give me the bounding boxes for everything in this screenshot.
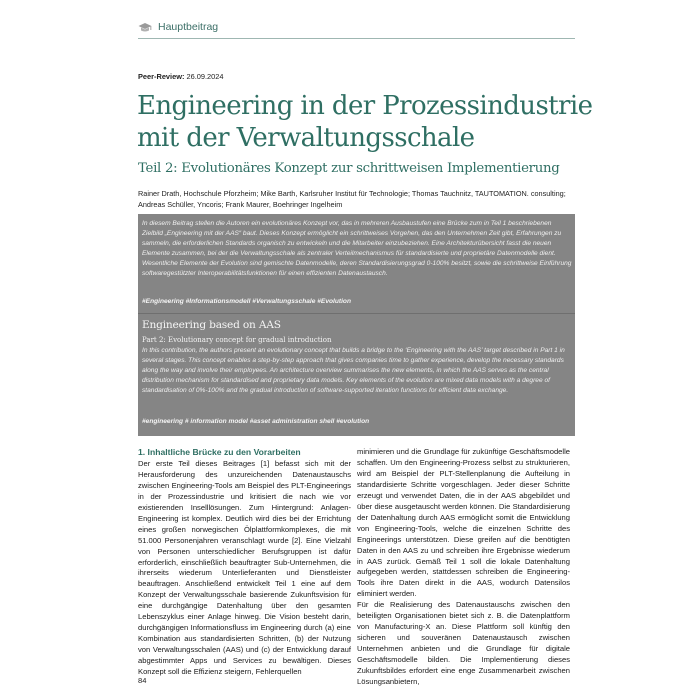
body-paragraph: Der erste Teil dieses Beitrages [1] befasst sich mit der Herausforderung des unzureichenden Datenaustauschs zwischen Engineering-Tools am Beispiel des PLT-Engineerings in der Prozessindustrie und kritisiert die nach wie vor existierenden Inselllösungen. Zum Hintergrund: Anlagen-Engineering ist komplex. Deutlich wird dies bei der Errichtung eines großen norwegischen Ölplattformkomplexes, die mit 51.000 Personenjahren veranschlagt wurde [2]. Eine Vielzahl von Personen unterschiedlicher Berufsgruppen ist dafür erforderlich, einschließlich beauftragter Sub-Unternehmen, die ihrerseits wiederum Unterlieferanten und Dienstleister beauftragen. Anschließend entwickelt Teil 1 eine auf dem Konzept der Verwaltungsschale basierende Zukunftsvision für eine durchgängige Datenhaltung über den gesamten Lebenszyklus einer Anlage hinweg. Die Vision besteht darin, durchgängigen Informationsfluss im Engineering durch (a) eine Kombination aus standardisierten Schritten, (b) der Nutzung von Verwaltungsschalen (AAS) und (c) der Entwicklung darauf abgestimmter Apps und Services zu bewältigen. Dieses Konzept soll die Effizienz steigern, Fehlerquellen xyxy=(138,458,351,677)
article-title xyxy=(137,90,593,154)
abstract-english: In this contribution, the authors present an evolutionary concept that builds a bridge to the ‘Engineering with the AAS’ target described in Part 1 in several stages. This concept enables a step-by-step approach that gives companies time to gather experience, develop the necessary standards along the way and involve their employees. An architecture overview summarises the new elements, in which the AAS serves as the central distribution mechanism for standardised and proprietary data models. Key elements of the evolution are mixed data models with a degree of standardisation of 0%-100% and the gradual introduction of software-supported iteration functions for efficient data exchange. xyxy=(142,347,565,395)
keywords-english: #engineering # information model #asset administration shell #evolution xyxy=(142,418,370,425)
body-paragraph: Für die Realisierung des Datenaustauschs zwischen den beteiligten Organisationen bietet sich z. B. die Datenplattform von Manufacturing-X an. Diese Plattform soll künftig den sicheren und souveränen Datenaustausch zwischen Unternehmen anbieten und die Grundlage für digitale Geschäftsmodelle bilden. Die Implementierung dieses Zukunftsbildes erfordert eine enge Zusammenarbeit zwischen Lösungsanbietern, xyxy=(357,600,570,687)
page-number: 84 xyxy=(138,676,147,685)
article-title-line-2: mit der Verwaltungsschale xyxy=(137,123,475,153)
peer-review-line xyxy=(138,72,223,81)
article-subtitle: Teil 2: Evolutionäres Konzept zur schrittweisen Implementierung xyxy=(138,161,560,176)
body-paragraph: minimieren und die Grundlage für zukünftige Geschäftsmodelle schaffen. Um den Engineering-Prozess selbst zu strukturieren, wird am Beispiel der PLT-Stellenplanung die Aufteilung in standardisierte Schritte vorgeschlagen. Jeder dieser Schritte erzeugt und verwendet Daten, die in der AAS abgebildet und über diese ausgetauscht werden können. Die Standardisierung der Datenhaltung durch AAS ermöglicht somit die Entwicklung von Engineering-Tools, welche die einzelnen Schritte des Engineerings unterstützen. Diese greifen auf die benötigten Daten in den AAS zu und schreiben ihre Ergebnisse wiederum in AAS zurück. Gemäß Teil 1 soll die lokale Datenhaltung aufgegeben werden, stattdessen schreiben die Engineering-Tools ihre Daten direkt in die AAS, wodurch Datensilos eliminiert werden. xyxy=(357,447,570,599)
section-heading: 1. Inhaltliche Brücke zu den Vorarbeiten xyxy=(138,447,301,457)
graduation-cap-icon xyxy=(138,22,152,34)
abstract-german: In diesem Beitrag stellen die Autoren ein evolutionäres Konzept vor, das in mehreren Ausbaustufen eine Brücke zum in Teil 1 beschriebenen Zielbild „Engineering mit der AAS“ baut. Dieses Konzept ermöglicht ein schrittweises Vorgehen, das den Unternehmen Zeit gibt, Erfahrungen zu sammeln, die erforderlichen Standards organisch zu entwickeln und die Mitarbeiter einzubeziehen. Eine Architekturübersicht fasst die neuen Elemente zusammen, bei der die Verwaltungsschale als zentraler Verteilmechanismus für standardisierte und proprietäre Datenmodelle dient. Wesentliche Elemente der Evolution sind gemischte Datenmodelle, deren Standardisierungsgrad 0-100% besitzt, sowie die schrittweise Einführung softwaregestützter Interoperabilitätsfunktionen für einen effizienten Datenaustausch. xyxy=(142,220,572,278)
section-header xyxy=(138,20,575,39)
peer-review-date: 26.09.2024 xyxy=(186,72,224,81)
abstract-divider xyxy=(138,313,575,314)
author-list: Rainer Drath, Hochschule Pforzheim; Mike Barth, Karlsruher Institut für Technologie; Thomas Tauchnitz, TAUTOMATION. consulting; Andreas Schüller, Yncoris; Frank Maurer, Boehringer Ingelheim xyxy=(138,189,566,209)
peer-review-label: Peer-Review: xyxy=(138,72,185,81)
keywords-german: #Engineering #Informationsmodell #Verwaltungsschale #Evolution xyxy=(142,298,351,305)
article-title-line-1: Engineering in der Prozessindustrie xyxy=(137,91,593,121)
english-subtitle: Part 2: Evolutionary concept for gradual introduction xyxy=(142,336,332,344)
section-label: Hauptbeitrag xyxy=(158,21,219,33)
abstract-box xyxy=(138,214,575,436)
body-column-left xyxy=(138,447,351,678)
body-column-right xyxy=(357,447,570,688)
english-title: Engineering based on AAS xyxy=(142,319,281,331)
